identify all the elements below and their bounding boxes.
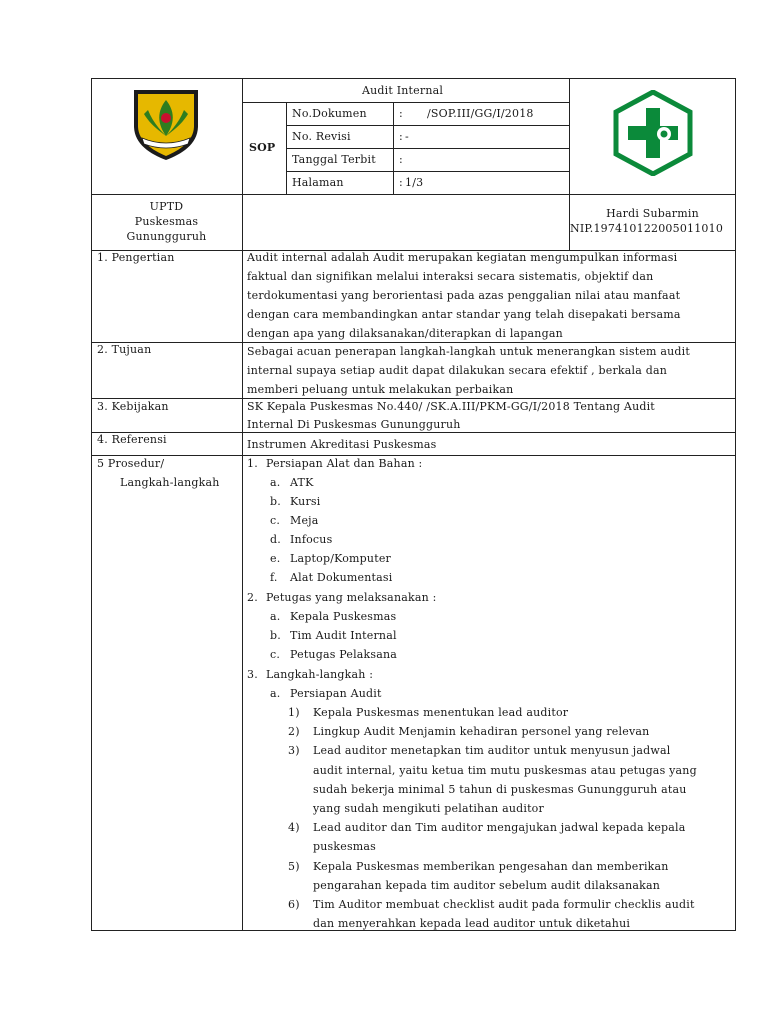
org-line: Puskesmas [134, 215, 199, 228]
rule [91, 194, 736, 195]
meta-sep: : [399, 176, 403, 189]
section-label-kebijakan: 3. Kebijakan [97, 400, 169, 413]
procedure-item-text: audit internal, yaitu ketua tim mutu puskesmas atau petugas yang [313, 764, 697, 777]
procedure-item-text: Infocus [290, 533, 333, 546]
procedure-item-number: 4) [288, 821, 300, 834]
procedure-item-number: 5) [288, 860, 300, 873]
procedure-item-text: Kepala Puskesmas menentukan lead auditor [313, 706, 569, 719]
rule [286, 148, 569, 149]
pengertian-line: dengan apa yang dilaksanakan/diterapkan di lapangan [247, 327, 563, 340]
section-label-prosedur: 5 Prosedur/ [97, 457, 165, 470]
meta-sep: : [399, 107, 403, 120]
rule [242, 78, 243, 194]
procedure-item-text: Langkah-langkah : [266, 668, 374, 681]
rule [242, 250, 243, 931]
procedure-item-number: a. [270, 476, 281, 489]
meta-label-tanggal-terbit: Tanggal Terbit [292, 153, 376, 166]
procedure-item-text: Alat Dokumentasi [290, 571, 393, 584]
procedure-item-number: c. [270, 514, 281, 527]
procedure-item-text: dan menyerahkan kepada lead auditor untuk diketahui [313, 917, 631, 930]
procedure-item-text: Petugas yang melaksanakan : [266, 591, 437, 604]
procedure-item-number: e. [270, 552, 281, 565]
meta-label-no-revisi: No. Revisi [292, 130, 351, 143]
procedure-item-text: Kepala Puskesmas memberikan pengesahan dan memberikan [313, 860, 669, 873]
procedure-item-number: d. [270, 533, 281, 546]
procedure-item-number: 2. [247, 591, 258, 604]
meta-label-no-dokumen: No.Dokumen [292, 107, 367, 120]
procedure-item-number: 1) [288, 706, 300, 719]
procedure-item-text: Petugas Pelaksana [290, 648, 398, 661]
kebijakan-line: SK Kepala Puskesmas No.440/ /SK.A.III/PKM-GG/I/2018 Tentang Audit [247, 400, 655, 413]
procedure-item-text: Lead auditor menetapkan tim auditor untuk menyusun jadwal [313, 744, 671, 757]
rule [242, 102, 569, 103]
procedure-item-number: b. [270, 495, 281, 508]
sop-label: SOP [249, 141, 276, 154]
pengertian-line: terdokumentasi yang berorientasi pada azas penggalian nilai atau manfaat [247, 289, 681, 302]
rule [91, 455, 736, 456]
section-label-prosedur-sub: Langkah-langkah [120, 476, 220, 489]
pengertian-line: faktual dan signifikan melalui interaksi secara sistematis, objektif dan [247, 270, 654, 283]
section-label-tujuan: 2. Tujuan [97, 343, 152, 356]
rule [286, 171, 569, 172]
section-label-referensi: 4. Referensi [97, 433, 167, 446]
meta-value-no-dokumen: /SOP.III/GG/I/2018 [427, 107, 534, 120]
procedure-item-text: Persiapan Alat dan Bahan : [266, 457, 423, 470]
procedure-item-number: a. [270, 610, 281, 623]
document-title: Audit Internal [362, 84, 444, 97]
signer-name: Hardi Subarmin [606, 207, 699, 220]
procedure-item-number: 6) [288, 898, 300, 911]
procedure-item-number: c. [270, 648, 281, 661]
kebijakan-line: Internal Di Puskesmas Gunungguruh [247, 418, 461, 431]
procedure-item-text: Laptop/Komputer [290, 552, 391, 565]
procedure-item-number: a. [270, 687, 281, 700]
meta-value-no-revisi: - [405, 130, 409, 143]
rule [91, 398, 736, 399]
referensi-line: Instrumen Akreditasi Puskesmas [247, 438, 437, 451]
procedure-item-number: 2) [288, 725, 300, 738]
procedure-item-text: Lingkup Audit Menjamin kehadiran personel yang relevan [313, 725, 650, 738]
procedure-item-text: Kursi [290, 495, 321, 508]
procedure-item-text: yang sudah mengikuti pelatihan auditor [313, 802, 544, 815]
org-line: Gunungguruh [126, 230, 207, 243]
meta-sep: : [399, 153, 403, 166]
procedure-item-text: Tim Audit Internal [290, 629, 397, 642]
procedure-item-text: Lead auditor dan Tim auditor mengajukan jadwal kepada kepala [313, 821, 686, 834]
procedure-item-text: Persiapan Audit [290, 687, 382, 700]
procedure-item-text: ATK [290, 476, 314, 489]
tujuan-line: memberi peluang untuk melakukan perbaikan [247, 383, 514, 396]
pengertian-line: Audit internal adalah Audit merupakan kegiatan mengumpulkan informasi [247, 251, 678, 264]
meta-sep: : [399, 130, 403, 143]
pengertian-line: dengan cara membandingkan antar standar yang telah disepakati bersama [247, 308, 681, 321]
procedure-item-number: 3) [288, 744, 300, 757]
rule [286, 125, 569, 126]
signer-nip: NIP.197410122005011010 [570, 222, 724, 235]
procedure-item-text: Kepala Puskesmas [290, 610, 397, 623]
procedure-item-text: pengarahan kepada tim auditor sebelum audit dilaksanakan [313, 879, 661, 892]
procedure-item-text: puskesmas [313, 840, 377, 853]
meta-value-halaman: 1/3 [405, 176, 424, 189]
tujuan-line: internal supaya setiap audit dapat dilakukan secara efektif , berkala dan [247, 364, 667, 377]
procedure-item-text: sudah bekerja minimal 5 tahun di puskesmas Gunungguruh atau [313, 783, 687, 796]
tujuan-line: Sebagai acuan penerapan langkah-langkah untuk menerangkan sistem audit [247, 345, 690, 358]
procedure-item-number: f. [270, 571, 278, 584]
rule [91, 342, 736, 343]
section-label-pengertian: 1. Pengertian [97, 251, 175, 264]
regional-coat-of-arms-icon [128, 86, 204, 162]
puskesmas-logo-icon [610, 90, 696, 176]
procedure-item-number: 3. [247, 668, 258, 681]
procedure-item-text: Tim Auditor membuat checklist audit pada formulir checklis audit [313, 898, 695, 911]
procedure-item-number: 1. [247, 457, 258, 470]
meta-label-halaman: Halaman [292, 176, 344, 189]
rule [91, 432, 736, 433]
rule [242, 194, 243, 250]
org-line: UPTD [149, 200, 184, 213]
procedure-item-number: b. [270, 629, 281, 642]
procedure-item-text: Meja [290, 514, 319, 527]
